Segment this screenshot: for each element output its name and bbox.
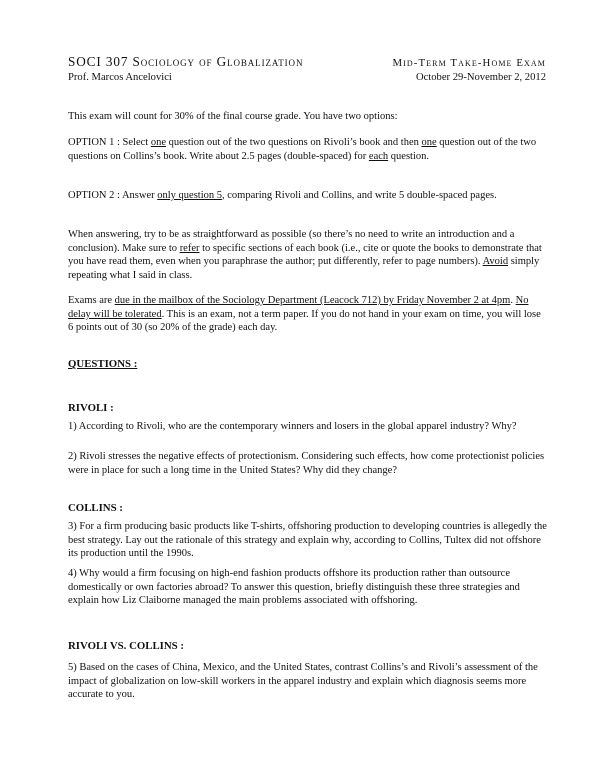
instructions-part-c: simply repeating what I said in class. [68,256,540,281]
option-1-underline-each: each [368,150,389,162]
instructions-part-a: When answering, try to be as straightforward as possible (so there’s no need to write an introduction and a conclusion). Make sure to [68,229,515,254]
option-1-underline-one: one [150,137,166,148]
question-2: 2) Rivoli stresses the negative effects of protectionism. Considering such effects, how come protectionist policies were in place for such a long time in the United States? Why did they change? [68,451,545,476]
question-1: 1) According to Rivoli, who are the contemporary winners and losers in the global apparel industry? Why? [68,421,517,432]
header-row-2 [68,72,546,83]
option-1-tail: question out of the two questions on Collins’s book. Write about 2.5 pages (double-spaced) for [68,137,537,162]
rivoli-heading: RIVOLI : [68,402,114,414]
deadline-part-a: Exams are [68,295,115,306]
option-2-tail: , comparing Rivoli and Collins, and write 5 double-spaced pages. [222,190,497,201]
instructions-underline-avoid: Avoid [482,256,509,268]
questions-heading: QUESTIONS : [68,358,138,370]
intro-text: This exam will count for 30% of the final course grade. You have two options: [68,111,398,122]
deadline-text [68,294,548,335]
instructions-part-b: to specific sections of each book (i.e., cite or quote the books to demonstrate that you have read them, even when you paraphrase the author; put differently, refer to page numbers). [68,242,542,268]
option-1-lead: OPTION 1 : Select [68,137,151,148]
option-2-text [68,189,548,203]
instructions-text [68,228,548,282]
option-1-text [68,136,548,163]
option-1-mid: question out of the two questions on Rivoli’s book and then [166,137,422,148]
deadline-underline-no-delay: No delay will be tolerated [68,295,529,320]
question-3: 3) For a firm producing basic products like T-shirts, offshoring production to developing countries is allegedly the best strategy. Lay out the rationale of this strategy and explain why, according to Collins, Tultex did not offshore its production until the 1990s. [68,521,547,560]
option-2-underline: only question 5 [157,190,222,201]
collins-heading: COLLINS : [68,502,123,514]
instructions-underline-refer: refer [179,242,200,254]
deadline-part-b: . [510,295,516,306]
question-4: 4) Why would a firm focusing on high-end fashion products offshore its production rather than outsource domestically or own factories abroad? To answer this question, briefly distinguish these three strategies and explain how Liz Claiborne managed the main problems associated with offshoring. [68,568,520,607]
option-2-lead: OPTION 2 : Answer [68,190,158,201]
option-1-end: question. [388,150,429,162]
exam-dates: October 29-November 2, 2012 [415,72,546,83]
deadline-part-c: . This is an exam, not a term paper. If you do not hand in your exam on time, you will lose 6 points out of 30 (so 20% of the grade) each day. [68,308,541,334]
exam-title: Mid-Term Take-Home Exam [392,57,546,69]
course-title: SOCI 307 Sociology of Globalization [68,54,304,69]
option-1-underline-two: one [421,137,437,148]
professor-name: Prof. Marcos Ancelovici [68,72,172,83]
rivoli-vs-collins-heading: RIVOLI VS. COLLINS : [68,640,184,652]
header-row-1 [68,54,546,70]
deadline-underline-due: due in the mailbox of the Sociology Department (Leacock 712) by Friday November 2 at 4pm [114,295,511,306]
question-5: 5) Based on the cases of China, Mexico, and the United States, contrast Collins’s and Rivoli’s assessment of the impact of globalization on low-skill workers in the apparel industry and explain which diagnosis seems more accurate to you. [68,662,538,701]
